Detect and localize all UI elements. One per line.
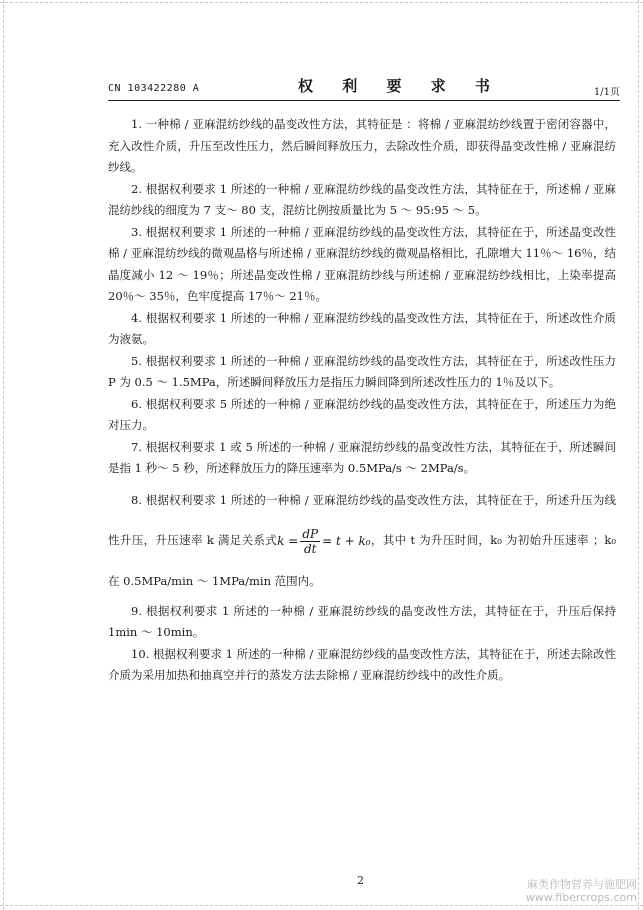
formula-rhs: = t + k₀ — [322, 533, 371, 548]
formula-numerator: dP — [302, 526, 319, 541]
claim-8-text-after: ，其中 t 为升压时间，k₀ 为初始升压速率 ；k₀ 在 0.5MPa/min ～ 1MPa/min 范围内。 — [108, 532, 616, 588]
watermark-site-name: 麻类作物营养与施肥网 — [527, 878, 637, 891]
scan-border-bottom — [0, 905, 643, 906]
claim-8-text-before: 8. 根据权利要求 1 所述的一种棉 / 亚麻混纺纱线的晶变改性方法，其特征在于，所述升压为线性升压，升压速率 k 满足关系式 — [108, 492, 616, 547]
document-title: 权 利 要 求 书 — [298, 77, 502, 95]
page-indicator: 1/1页 — [593, 87, 620, 98]
claim-4: 4. 根据权利要求 1 所述的一种棉 / 亚麻混纺纱线的晶变改性方法，其特征在于，所述改性介质为液氨。 — [108, 310, 616, 346]
scan-border-left — [3, 0, 4, 910]
claim-8 — [108, 480, 616, 601]
page-header — [108, 75, 620, 99]
claim-8-formula — [277, 521, 370, 561]
header-rule — [108, 100, 620, 101]
claim-10: 10. 根据权利要求 1 所述的一种棉 / 亚麻混纺纱线的晶变改性方法，其特征在于，所述去除改性介质为采用加热和抽真空并行的蒸发方法去除棉 / 亚麻混纺纱线中的改性介质。 — [108, 646, 616, 682]
claim-5: 5. 根据权利要求 1 所述的一种棉 / 亚麻混纺纱线的晶变改性方法，其特征在于，所述改性压力 P 为 0.5 ～ 1.5MPa，所述瞬间释放压力是指压力瞬间降到所述改性压力的 1％及以下。 — [108, 353, 616, 389]
scan-border-top — [0, 2, 643, 3]
claim-3: 3. 根据权利要求 1 所述的一种棉 / 亚麻混纺纱线的晶变改性方法，其特征在于，所述晶变改性棉 / 亚麻混纺纱线的微观晶格与所述棉 / 亚麻混纺纱线的微观晶格相比，孔隙增大 11％～ 16％，结晶度减小 12 ～ 19％；所述晶变改性棉 / 亚麻混纺纱线与所述棉 / 亚麻混纺纱线相比，上染率提高 20％～ 35％，色牢度提高 17％～ 21％。 — [108, 224, 616, 303]
claim-2: 2. 根据权利要求 1 所述的一种棉 / 亚麻混纺纱线的晶变改性方法，其特征在于，所述棉 / 亚麻混纺纱线的细度为 7 支～ 80 支，混纺比例按质量比为 5 ～ 95:95 ～ 5。 — [108, 181, 616, 217]
formula-fraction — [300, 527, 320, 556]
formula-lhs: k = — [277, 533, 299, 548]
claim-1: 1. 一种棉 / 亚麻混纺纱线的晶变改性方法，其特征是 ：将棉 / 亚麻混纺纱线置于密闭容器中，充入改性介质，升压至改性压力，然后瞬间释放压力，去除改性介质，即获得晶变改性棉 / 亚麻混纺纱线。 — [108, 117, 616, 174]
watermark-url: www.fibercrops.com — [525, 891, 637, 904]
claim-6: 6. 根据权利要求 5 所述的一种棉 / 亚麻混纺纱线的晶变改性方法，其特征在于，所述压力为绝对压力。 — [108, 396, 616, 432]
formula-denominator: dt — [303, 541, 317, 556]
claim-7: 7. 根据权利要求 1 或 5 所述的一种棉 / 亚麻混纺纱线的晶变改性方法，其特征在于，所述瞬间是指 1 秒～ 5 秒，所述释放压力的降压速率为 0.5MPa/s ～ 2MPa/s。 — [108, 439, 616, 475]
scan-border-right — [638, 0, 639, 910]
patent-number: CN 103422280 A — [108, 83, 200, 94]
page-number: 2 — [357, 874, 364, 887]
claim-9: 9. 根据权利要求 1 所述的一种棉 / 亚麻混纺纱线的晶变改性方法，其特征在于，升压后保持 1min ～ 10min。 — [108, 603, 616, 639]
claims-body — [108, 114, 616, 687]
watermark — [526, 878, 637, 904]
